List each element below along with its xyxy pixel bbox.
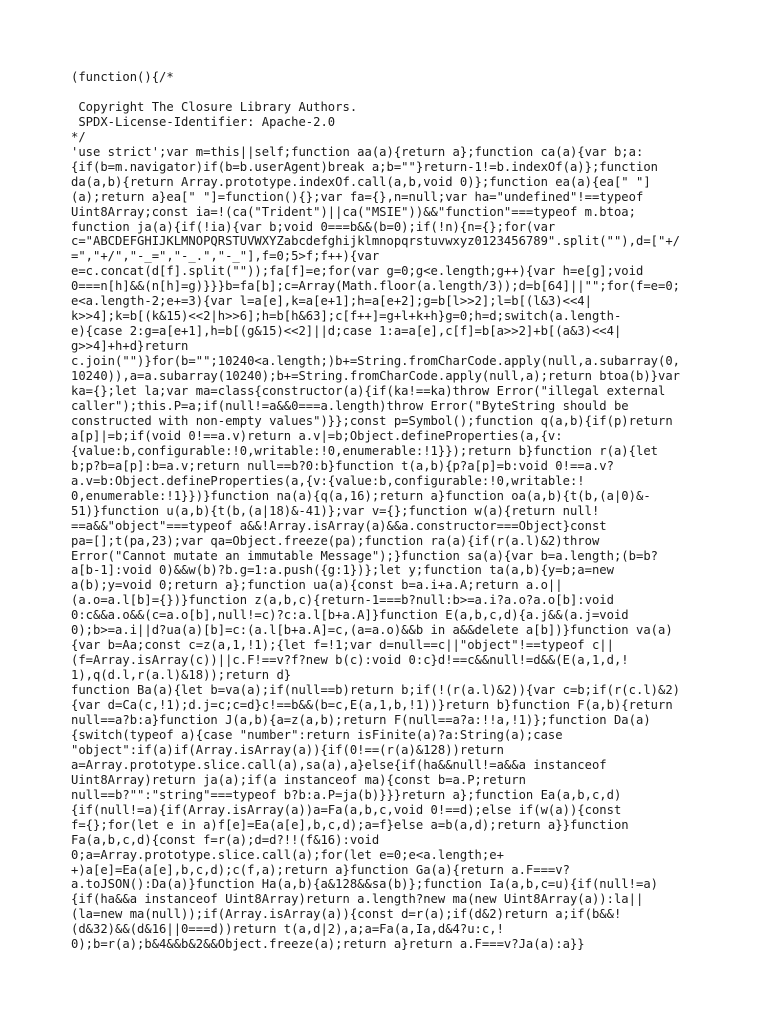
code-line: caller");this.P=a;if(null!=a&&0===a.length)throw Error("ByteString should be: [71, 398, 629, 413]
code-line: a[p]|=b;if(void 0!==a.v)return a.v|=b;Object.defineProperties(a,{v:: [71, 428, 563, 443]
code-line: {var d=Ca(c,!1);d.j=c;c=d}c!==b&&(b=c,E(a,1,b,!1))}return b}function F(a,b){return: [71, 698, 673, 713]
code-line: e){case 2:g=a[e+1],h=b[(g&15)<<2]||d;case 1:a=a[e],c[f]=b[a>>2]+b[(a&3)<<4|: [71, 324, 622, 339]
code-line: constructed with non-empty values")}};const p=Symbol();function q(a,b){if(p)return: [71, 413, 673, 428]
code-line: k>>4];k=b[(k&15)<<2|h>>6];h=b[h&63];c[f++]=g+l+k+h}g=0;h=d;switch(a.length-: [71, 309, 622, 324]
code-line: 0:c&&a.o&&(c=a.o[b],null!=c)?c:a.l[b+a.A]}function E(a,b,c,d){a.j&&(a.j=void: [71, 608, 629, 623]
code-line: a[b-1]:void 0)&&w(b)?b.g=1:a.push({g:1})};let y;function ta(a,b){y=b;a=new: [71, 563, 614, 578]
code-line: 'use strict';var m=this||self;function aa(a){return a};function ca(a){var b;a:: [71, 144, 644, 159]
code-line: function Ba(a){let b=va(a);if(null==b)return b;if(!(r(a.l)&2)){var c=b;if(r(c.l)&2): [71, 683, 681, 698]
code-line: a.v=b:Object.defineProperties(a,{v:{value:b,configurable:!0,writable:!: [71, 473, 585, 488]
code-line: {if(null!=a){if(Array.isArray(a))a=Fa(a,b,c,void 0!==d);else if(w(a)){const: [71, 802, 622, 817]
code-line: SPDX-License-Identifier: Apache-2.0: [71, 114, 336, 129]
code-line: +)a[e]=Ea(a[e],b,c,d);c(f,a);return a}function Ga(a){return a.F===v?: [71, 862, 570, 877]
code-line: pa=[];t(pa,23);var qa=Object.freeze(pa);function ra(a){if(r(a.l)&2)throw: [71, 533, 600, 548]
code-line: (f=Array.isArray(c))||c.F!==v?f?new b(c):void 0:c}d!==c&&null!=d&&(E(a,1,d,!: [71, 653, 629, 668]
code-line: {value:b,configurable:!0,writable:!0,enumerable:!1}});return b}function r(a){let: [71, 443, 658, 458]
code-line: (a);return a}ea[" "]=function(){};var fa={},n=null;var ha="undefined"!==typeof: [71, 189, 644, 204]
code-line: c="ABCDEFGHIJKLMNOPQRSTUVWXYZabcdefghijklmnopqrstuvwxyz0123456789".split(""),d=["+/: [71, 234, 681, 249]
code-line: */: [71, 129, 86, 144]
code-line: Error("Cannot mutate an immutable Message");}function sa(a){var b=a.length;(b=b?: [71, 548, 658, 563]
code-line: f={};for(let e in a)f[e]=Ea(a[e],b,c,d);a=f}else a=b(a,d);return a}}function: [71, 817, 629, 832]
code-line: 10240)),a=a.subarray(10240);b+=String.fromCharCode.apply(null,a);return btoa(b)}var: [71, 369, 681, 384]
code-line: a=Array.prototype.slice.call(a),sa(a),a}else{if(ha&&null!=a&&a instanceof: [71, 757, 607, 772]
code-line: Uint8Array;const ia=!(ca("Trident")||ca("MSIE"))&&"function"===typeof m.btoa;: [71, 204, 636, 219]
code-line: "object":if(a)if(Array.isArray(a)){if(0!==(r(a)&128))return: [71, 742, 504, 757]
code-line: Fa(a,b,c,d){const f=r(a);d=d?!!(f&16):void: [71, 832, 380, 847]
code-line: 0);b=r(a);b&4&&b&2&&Object.freeze(a);return a}return a.F===v?Ja(a):a}}: [71, 937, 585, 952]
code-line: (la=new ma(null));if(Array.isArray(a)){const d=r(a);if(d&2)return a;if(b&&!: [71, 907, 622, 922]
code-line: 51)}function u(a,b){t(b,(a|18)&-41)};var v={};function w(a){return null!: [71, 503, 600, 518]
code-line: da(a,b){return Array.prototype.indexOf.call(a,b,void 0)};function ea(a){ea[" "]: [71, 174, 651, 189]
code-line: 0,enumerable:!1}})}function na(a){q(a,16);return a}function oa(a,b){t(b,(a|0)&-: [71, 488, 651, 503]
code-line: 1),q(d.l,r(a.l)&18));return d}: [71, 668, 292, 683]
code-line: {if(b=m.navigator)if(b=b.userAgent)break a;b=""}return-1!=b.indexOf(a)};function: [71, 159, 658, 174]
code-line: {var b=Aa;const c=z(a,1,!1);{let f=!1;var d=null==c||"object"!==typeof c||: [71, 638, 614, 653]
code-line: null==b?"":"string"===typeof b?b:a.P=ja(b)}}}return a};function Ea(a,b,c,d): [71, 787, 622, 802]
code-line: ==a&&"object"===typeof a&&!Array.isArray(a)&&a.constructor===Object}const: [71, 518, 607, 533]
code-line: e=c.concat(d[f].split(""));fa[f]=e;for(var g=0;g<e.length;g++){var h=e[g];void: [71, 264, 644, 279]
source-code: [71, 70, 701, 952]
code-line: c.join("")}for(b="";10240<a.length;)b+=String.fromCharCode.apply(null,a.subarray(0,: [71, 354, 681, 369]
code-line: function ja(a){if(!ia){var b;void 0===b&&(b=0);if(!n){n={};for(var: [71, 219, 556, 234]
code-line: a(b);y=void 0;return a};function ua(a){const b=a.i+a.A;return a.o||: [71, 578, 563, 593]
code-line: 0);b>=a.i||d?ua(a)[b]=c:(a.l[b+a.A]=c,(a=a.o)&&b in a&&delete a[b])}function va(a): [71, 623, 673, 638]
code-line: e<a.length-2;e+=3){var l=a[e],k=a[e+1];h=a[e+2];g=b[l>>2];l=b[(l&3)<<4|: [71, 294, 592, 309]
code-line: =","+/","-_=","-_.","-_"],f=0;5>f;f++){var: [71, 249, 380, 264]
code-line: null==a?b:a}function J(a,b){a=z(a,b);return F(null==a?a:!!a,!1)};function Da(a): [71, 712, 651, 727]
code-line: Copyright The Closure Library Authors.: [71, 99, 358, 114]
code-line: (a.o=a.l[b]={})}function z(a,b,c){return-1===b?null:b>=a.i?a.o?a.o[b]:void: [71, 593, 614, 608]
code-line: (function(){/*: [71, 70, 174, 84]
code-line: ka={};let la;var ma=class{constructor(a){if(ka!==ka)throw Error("illegal external: [71, 384, 666, 399]
code-line: {if(ha&&a instanceof Uint8Array)return a.length?new ma(new Uint8Array(a)):la||: [71, 892, 644, 907]
code-line: (d&32)&&(d&16||0===d))return t(a,d|2),a;a=Fa(a,Ia,d&4?u:c,!: [71, 922, 504, 937]
code-line: 0===n[h]&&(n[h]=g)}}}b=fa[b];c=Array(Math.floor(a.length/3));d=b[64]||"";for(f=e=0;: [71, 279, 681, 294]
code-line: g>>4]+h+d}return: [71, 339, 189, 354]
code-line: 0;a=Array.prototype.slice.call(a);for(let e=0;e<a.length;e+: [71, 847, 504, 862]
code-line: {switch(typeof a){case "number":return isFinite(a)?a:String(a);case: [71, 727, 563, 742]
code-line: a.toJSON():Da(a)}function Ha(a,b){a&128&&sa(b)};function Ia(a,b,c=u){if(null!=a): [71, 877, 658, 892]
code-line: Uint8Array)return ja(a);if(a instanceof ma){const b=a.P;return: [71, 772, 526, 787]
code-line: b;p?b=a[p]:b=a.v;return null==b?0:b}function t(a,b){p?a[p]=b:void 0!==a.v?: [71, 458, 614, 473]
